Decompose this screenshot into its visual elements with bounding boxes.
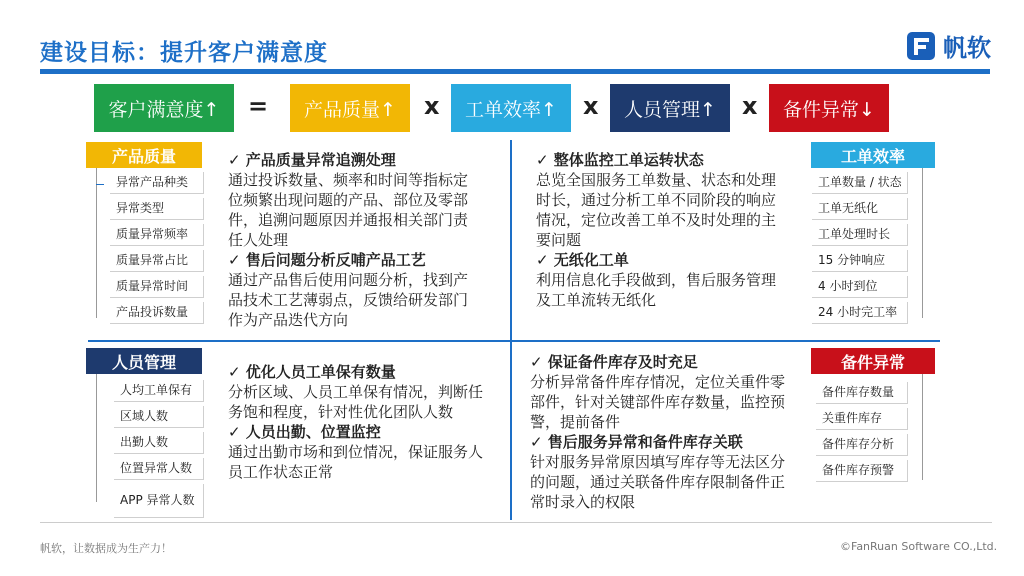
equals-sign: =	[248, 92, 269, 120]
multiply-sign-3: x	[742, 92, 758, 120]
parts-connector	[922, 374, 923, 480]
multiply-sign-1: x	[424, 92, 440, 120]
quality-heading-2: ✓ 售后问题分析反哺产品工艺	[228, 251, 426, 269]
staff-connector	[96, 374, 97, 502]
list-item: 4 小时到位	[812, 276, 908, 298]
efficiency-connector	[922, 168, 923, 318]
parts-metric-list	[816, 382, 908, 482]
parts-factor-box: 备件异常↓	[769, 84, 889, 132]
quality-badge: 产品质量	[86, 142, 202, 168]
list-item: 质量异常占比	[110, 250, 204, 272]
list-item: 关重件库存	[816, 408, 908, 430]
list-item: 质量异常频率	[110, 224, 204, 246]
efficiency-heading-2: ✓ 无纸化工单	[536, 251, 629, 269]
footer-slogan: 帆软，让数据成为生产力！	[40, 542, 172, 555]
quality-factor-box: 产品质量↑	[290, 84, 410, 132]
quality-body-1: 通过投诉数量、频率和时间等指标定位频繁出现问题的产品、部位及零部件，追溯问题原因并通报相关部门责任人处理	[228, 171, 469, 249]
list-item: APP 异常人数	[114, 484, 204, 518]
footer-divider	[40, 522, 992, 523]
quadrant-divider-vertical	[510, 140, 512, 520]
staff-badge: 人员管理	[86, 348, 202, 374]
footer-copyright: ©FanRuan Software CO.,Ltd.	[840, 540, 998, 553]
efficiency-metric-list	[812, 172, 908, 324]
multiply-sign-2: x	[583, 92, 599, 120]
quality-metric-list	[110, 172, 204, 324]
quality-connector	[96, 168, 97, 318]
list-item: 产品投诉数量	[110, 302, 204, 324]
quality-body-2: 通过产品售后使用问题分析，找到产品技术工艺薄弱点，反馈给研发部门作为产品迭代方向	[228, 271, 469, 329]
staff-heading-2: ✓ 人员出勤、位置监控	[228, 423, 381, 441]
list-item: 质量异常时间	[110, 276, 204, 298]
staff-body-2: 通过出勤市场和到位情况，保证服务人员工作状态正常	[228, 443, 484, 481]
efficiency-body-2: 利用信息化手段做到，售后服务管理及工单流转无纸化	[536, 271, 777, 309]
staff-factor-box: 人员管理↑	[610, 84, 730, 132]
efficiency-text	[536, 150, 786, 310]
staff-body-1: 分析区域、人员工单保有情况，判断任务饱和程度，针对性优化团队人数	[228, 383, 484, 421]
efficiency-factor-box: 工单效率↑	[451, 84, 571, 132]
list-item: 位置异常人数	[114, 458, 204, 480]
efficiency-badge: 工单效率	[811, 142, 935, 168]
staff-text	[228, 362, 490, 482]
quality-text	[228, 150, 478, 330]
parts-body-2: 针对服务异常原因填写库存等无法区分的问题，通过关联备件库存限制备件正常时录入的权限	[530, 453, 786, 511]
parts-text	[530, 352, 792, 512]
title-underline	[40, 69, 990, 74]
satisfaction-box: 客户满意度↑	[94, 84, 234, 132]
list-item: 工单数量 / 状态	[812, 172, 908, 194]
list-item: 异常类型	[110, 198, 204, 220]
staff-metric-list	[114, 380, 204, 518]
list-item: 工单处理时长	[812, 224, 908, 246]
brand-name: 帆软	[943, 34, 991, 62]
list-item: 人均工单保有	[114, 380, 204, 402]
staff-heading-1: ✓ 优化人员工单保有数量	[228, 363, 396, 381]
list-item: 24 小时完工率	[812, 302, 908, 324]
parts-heading-2: ✓ 售后服务异常和备件库存关联	[530, 433, 743, 451]
parts-heading-1: ✓ 保证备件库存及时充足	[530, 353, 698, 371]
efficiency-body-1: 总览全国服务工单数量、状态和处理时长，通过分析工单不同阶段的响应情况，定位改善工单不及时处理的主要问题	[536, 171, 777, 249]
list-item: 出勤人数	[114, 432, 204, 454]
list-item: 备件库存数量	[816, 382, 908, 404]
brand-logo	[905, 28, 991, 63]
page-title: 建设目标：提升客户满意度	[40, 40, 328, 66]
fanruan-logo-icon	[905, 30, 937, 62]
parts-badge: 备件异常	[811, 348, 935, 374]
quadrant-divider-horizontal	[88, 340, 940, 342]
list-item: 备件库存分析	[816, 434, 908, 456]
list-item: 区域人数	[114, 406, 204, 428]
quality-heading-1: ✓ 产品质量异常追溯处理	[228, 151, 396, 169]
list-item: 工单无纸化	[812, 198, 908, 220]
list-item: 异常产品种类	[110, 172, 204, 194]
list-item: 15 分钟响应	[812, 250, 908, 272]
parts-body-1: 分析异常备件库存情况，定位关重件零部件，针对关键部件库存数量，监控预警，提前备件	[530, 373, 786, 431]
efficiency-heading-1: ✓ 整体监控工单运转状态	[536, 151, 704, 169]
list-item: 备件库存预警	[816, 460, 908, 482]
